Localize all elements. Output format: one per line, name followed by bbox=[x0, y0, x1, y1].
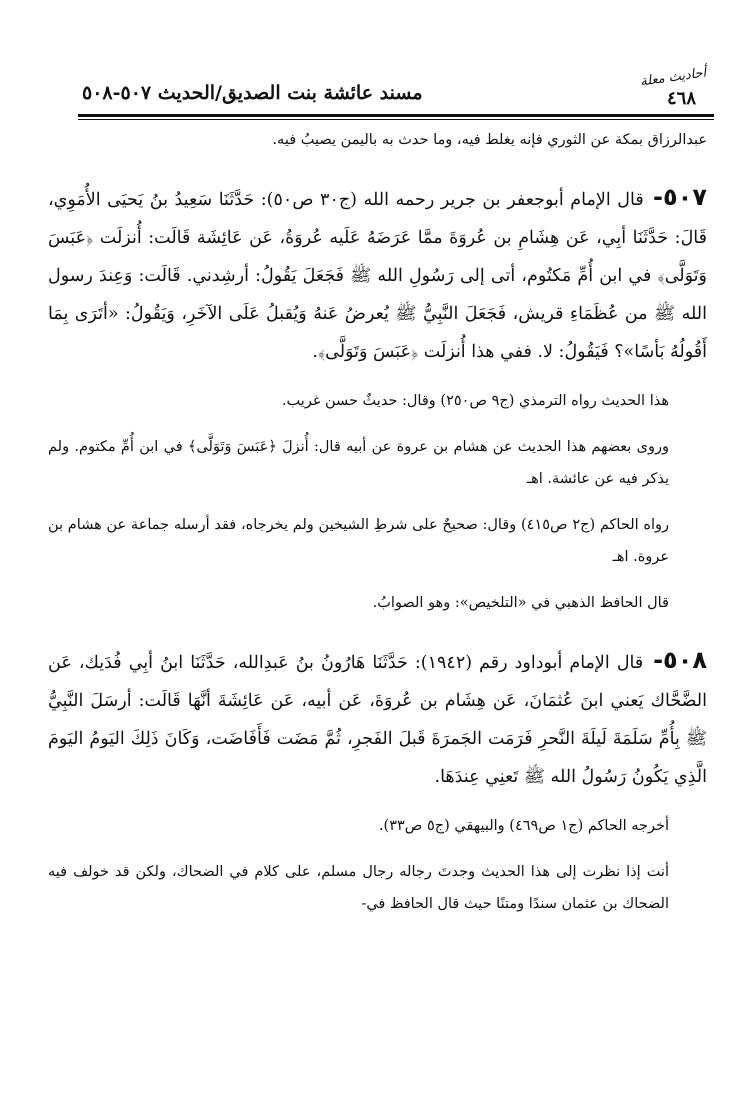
header-rule-thick bbox=[78, 114, 714, 117]
paragraph-dhahabi bbox=[48, 587, 707, 619]
page-number: ٤٦٨ bbox=[666, 88, 696, 109]
paragraph-commentary bbox=[48, 856, 707, 920]
handwritten-note: أحاديث معلة bbox=[638, 65, 707, 90]
hadith-507 bbox=[48, 178, 707, 371]
page-body bbox=[48, 124, 707, 920]
header-title: مسند عائشة بنت الصديق/الحديث ٥٠٧-٥٠٨ bbox=[82, 82, 423, 104]
hadith-text: قال الإمام أبوداود رقم (١٩٤٢): حَدَّثَنَا هَارُونُ بنُ عَبدِالله، حَدَّثَنَا ابنُ أبِي فُدَيك، عَن الضَّحَّاك يَعني ابنَ عُثمَانَ، عَن هِشَام بن عُروَةَ، عَن أبيه، عَن عَائِشَةَ أنَّهَا قَالَت: أرسَلَ النَّبِيُّ ﷺ بِأُمِّ سَلَمَةَ لَيلَةَ النَّحرِ فَرَمَت الجَمرَةَ قَبلَ الفَجرِ، ثُمَّ مَضَت فَأَفَاضَت، وَكَانَ ذَلِكَ اليَومُ اليَومَ الَّذِي يَكُونُ رَسُولُ الله ﷺ تَعنِي عِندَهَا. bbox=[48, 653, 707, 787]
paragraph-text: هذا الحديث رواه الترمذي (ج٩ ص٢٥٠) وقال: حديثٌ حسن غريب. bbox=[281, 393, 669, 409]
page-header bbox=[78, 65, 714, 116]
paragraph-tirmidhi bbox=[48, 385, 707, 417]
paragraph-text: أخرجه الحاكم (ج١ ص٤٦٩) والبيهقي (ج٥ ص٣٣). bbox=[378, 818, 669, 834]
paragraph-hakim bbox=[48, 509, 707, 573]
paragraph-text: وروى بعضهم هذا الحديث عن هشام بن عروة عن أبيه قال: أُنزلَ ﴿عَبَسَ وَتَوَلَّى﴾ في ابن أُمِّ مكتوم. ولم يذكر فيه عن عائشة. اهـ bbox=[48, 439, 669, 487]
hadith-508 bbox=[48, 641, 707, 796]
paragraph-text: عبدالرزاق بمكة عن الثوري فإنه يغلط فيه، وما حدث به باليمن يصيبُ فيه. bbox=[272, 132, 707, 148]
paragraph-text: قال الحافظ الذهبي في «التلخيص»: وهو الصوابُ. bbox=[372, 595, 669, 611]
hadith-number: ٥٠٨ bbox=[663, 646, 707, 674]
header-rule-thin bbox=[78, 119, 714, 120]
paragraph-text: رواه الحاكم (ج٢ ص٤١٥) وقال: صحيحٌ على شرطِ الشيخين ولم يخرجاه، فقد أرسله جماعة عن هشام بن عروة. اهـ bbox=[48, 517, 669, 565]
paragraph-other-narration bbox=[48, 431, 707, 495]
dash: - bbox=[643, 183, 664, 211]
paragraph-takhrij bbox=[48, 810, 707, 842]
hadith-number: ٥٠٧ bbox=[663, 183, 707, 211]
paragraph-text: أنت إذا نظرت إلى هذا الحديث وجدتَ رجاله رجال مسلم، على كلام في الضحاك، ولكن قد خولف فيه الضحاك بن عثمان سندًا ومتنًا حيث قال الحافظ في- bbox=[48, 864, 669, 912]
paragraph-continuation bbox=[48, 124, 707, 156]
hadith-text: قال الإمام أبوجعفر بن جرير رحمه الله (ج٣٠ ص٥٠): حَدَّثَنَا سَعِيدُ بنُ يَحيَى الأُمَوِي، قَالَ: حَدَّثَنَا أبِي، عَن هِشَامِ بن عُروَةَ ممَّا عَرَضَهُ عَلَيه عُروَةُ، عَن عَائِشَة قَالَت: أُنزلَت ﴿عَبَسَ وَتَوَلَّى﴾ في ابن أُمِّ مَكتُوم، أتى إلى رَسُولِ الله ﷺ فَجَعَلَ يَقُولُ: أرشِدني. قَالَت: وَعِندَ رسول الله ﷺ من عُظَمَاءِ قريش، فَجَعَلَ النَّبِيُّ ﷺ يُعرضُ عَنهُ وَيُقبلُ عَلَى الآخَرِ، وَيَقُولُ: «أتَرَى بِمَا أَقُولُهُ بَأسًا»؟ فَيَقُولُ: لا. ففي هذا أُنزلَت ﴿عَبَسَ وَتَوَلَّى﴾. bbox=[48, 190, 707, 362]
dash: - bbox=[643, 646, 664, 674]
